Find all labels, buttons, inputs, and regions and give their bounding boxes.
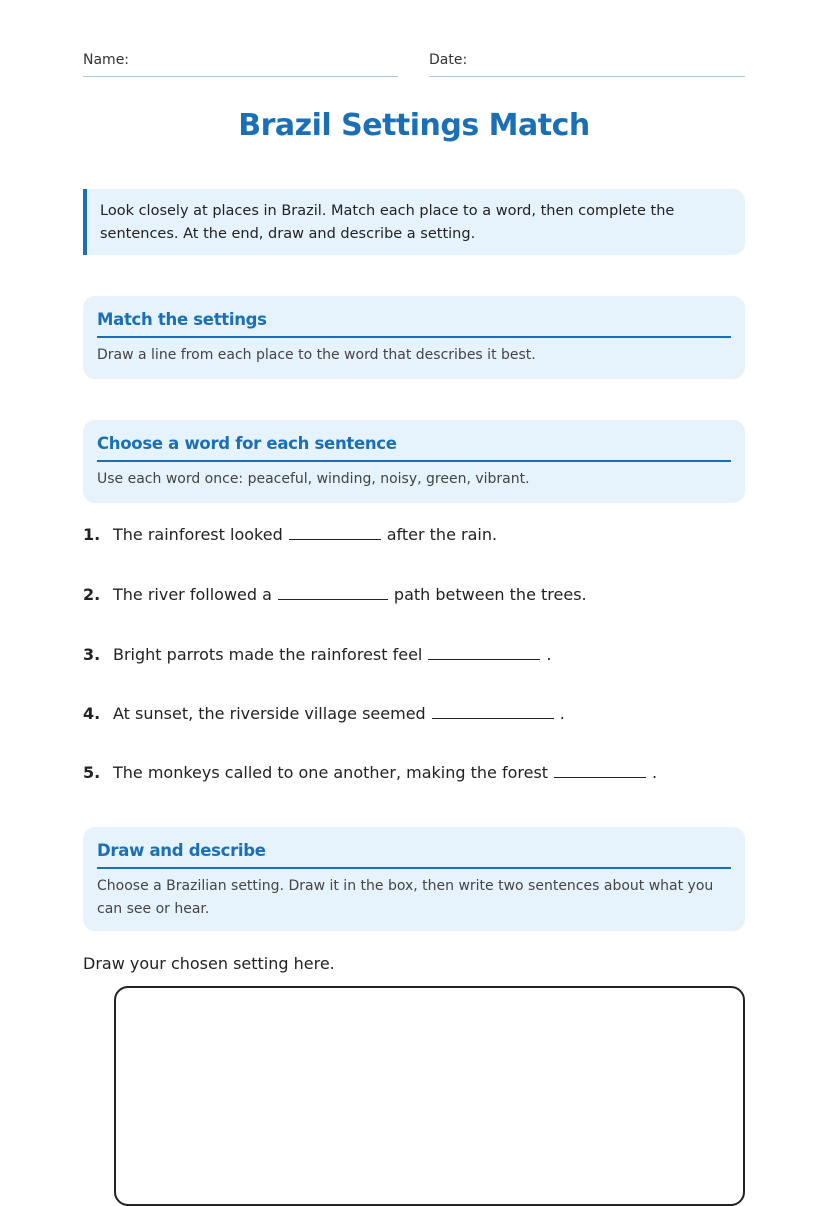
question-item [83,641,551,667]
question-text-before: The monkeys called to one another, making the forest [113,763,549,782]
question-text-after: after the rain. [386,525,498,544]
choose-instruction: Use each word once: peaceful, winding, noisy, green, vibrant. [97,471,530,487]
answer-blank[interactable] [278,581,388,600]
draw-label: Draw your chosen setting here. [83,954,335,973]
choose-section [83,420,745,503]
question-item [83,700,565,726]
question-text-after: . [559,704,565,723]
question-text-before: Bright parrots made the rainforest feel [113,645,423,664]
date-label: Date: [429,52,468,68]
header-fields [83,52,745,78]
answer-blank[interactable] [554,759,646,778]
question-number: 5. [83,763,101,782]
match-heading: Match the settings [97,310,731,338]
question-item [83,581,587,607]
question-text-after: . [546,645,552,664]
draw-heading: Draw and describe [97,841,731,869]
answer-blank[interactable] [428,641,540,660]
question-number: 2. [83,585,101,604]
name-label: Name: [83,52,130,68]
question-number: 3. [83,645,101,664]
match-instruction: Draw a line from each place to the word that describes it best. [97,347,536,363]
draw-instruction: Choose a Brazilian setting. Draw it in the box, then write two sentences about what you can see or hear. [97,878,714,917]
choose-heading: Choose a word for each sentence [97,434,731,462]
question-text-after: . [652,763,658,782]
question-number: 4. [83,704,101,723]
question-item [83,759,657,785]
question-text-before: The river followed a [113,585,272,604]
match-section [83,296,745,379]
question-text-before: The rainforest looked [113,525,283,544]
question-text-before: At sunset, the riverside village seemed [113,704,426,723]
draw-section [83,827,745,931]
question-item [83,521,497,547]
date-field[interactable] [429,52,745,77]
answer-blank[interactable] [289,521,381,540]
answer-blank[interactable] [432,700,554,719]
intro-box: Look closely at places in Brazil. Match each place to a word, then complete the sentences. At the end, draw and describe a setting. [83,189,745,255]
drawing-box[interactable] [114,986,745,1206]
question-text-after: path between the trees. [393,585,587,604]
question-number: 1. [83,525,101,544]
page-title: Brazil Settings Match [238,108,590,143]
name-field[interactable] [83,52,398,77]
